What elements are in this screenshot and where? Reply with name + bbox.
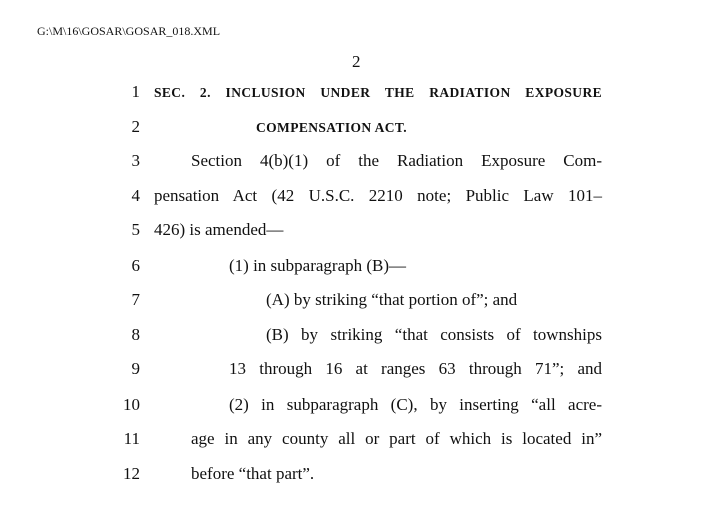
paragraph-2-continued: age in any county all or part of which is located in” [191,429,602,448]
line-number: 12 [123,464,140,483]
paragraph-2-end: before “that part”. [191,464,315,483]
line-number: 5 [131,220,140,239]
section-heading: SEC. 2. INCLUSION UNDER THE RADIATION EXPOSURE [154,85,602,100]
line-number: 3 [131,151,140,170]
body-line: 426) is amended— [154,220,284,239]
subparagraph-a: (A) by striking “that portion of”; and [266,290,518,309]
body-line: pensation Act (42 U.S.C. 2210 note; Public Law 101– [154,186,602,205]
line-number: 8 [131,325,140,344]
subparagraph-b: (B) by striking “that consists of townships [266,325,602,344]
section-heading-continued: COMPENSATION ACT. [256,120,408,135]
line-number: 4 [131,186,140,205]
line-number: 1 [131,82,140,101]
body-line: Section 4(b)(1) of the Radiation Exposure Com- [191,151,602,170]
line-number: 2 [131,117,140,136]
file-path-header: G:\M\16\GOSAR\GOSAR_018.XML [37,24,221,38]
subparagraph-b-continued: 13 through 16 at ranges 63 through 71”; and [229,359,602,378]
line-number: 10 [123,395,140,414]
paragraph-1: (1) in subparagraph (B)— [229,256,407,275]
paragraph-2: (2) in subparagraph (C), by inserting “all acre- [229,395,602,414]
line-number: 6 [131,256,140,275]
line-number: 9 [131,359,140,378]
line-number: 11 [123,429,140,448]
page-number: 2 [352,52,361,71]
line-number: 7 [131,290,140,309]
